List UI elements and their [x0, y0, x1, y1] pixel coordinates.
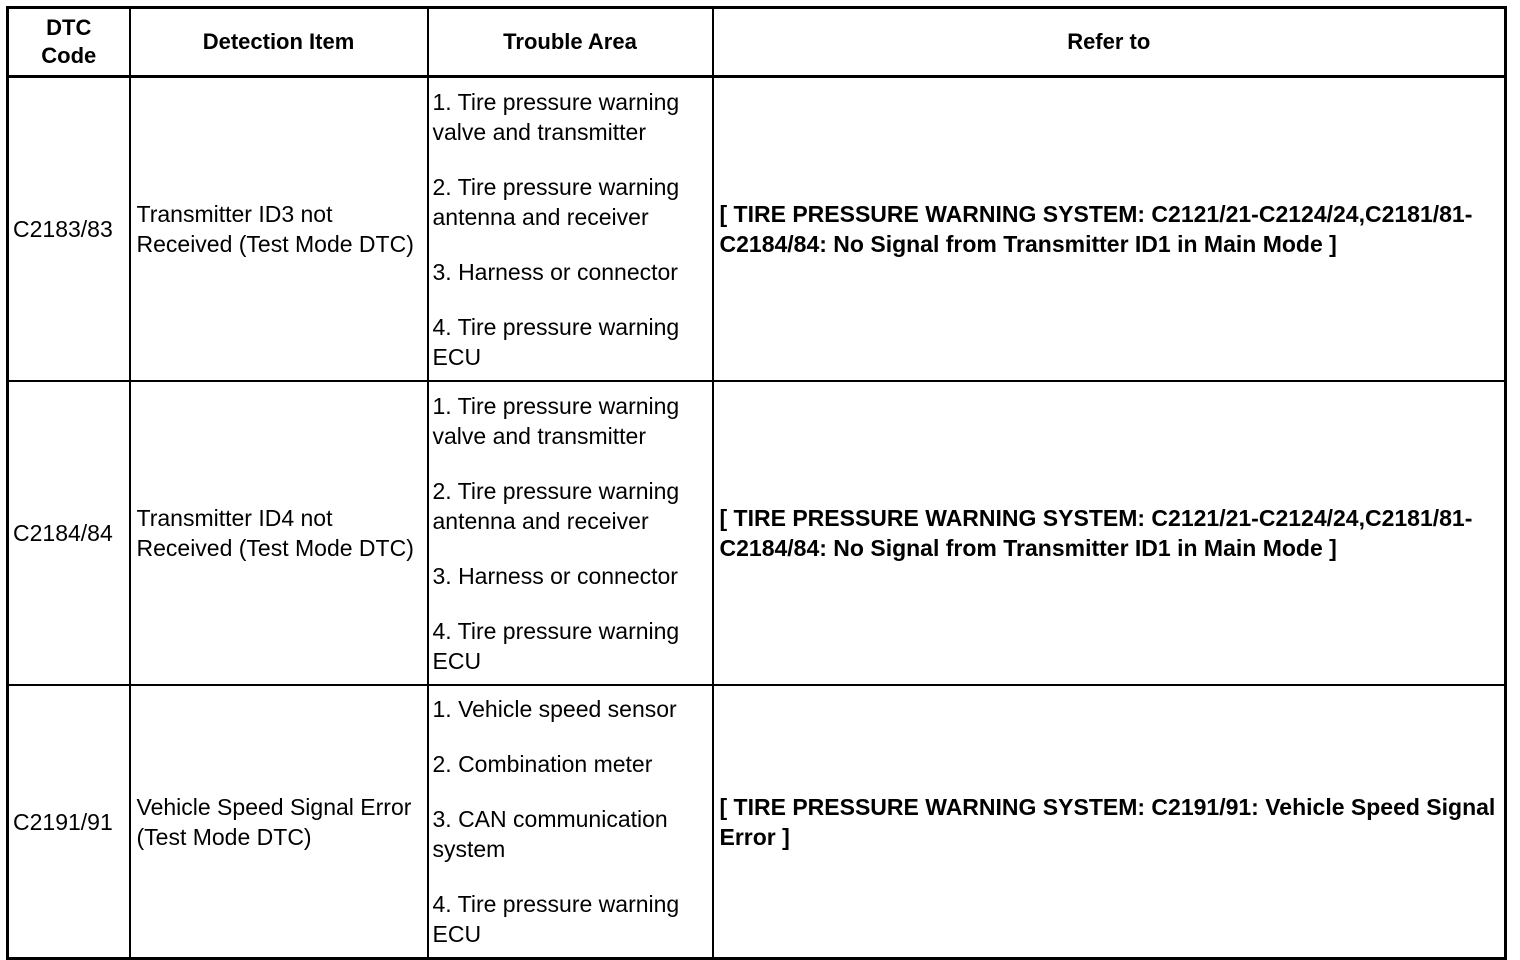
table-row — [8, 77, 1506, 382]
trouble-area-cell — [428, 685, 713, 959]
trouble-area-item: 4. Tire pressure warning ECU — [432, 617, 680, 674]
detection-item-cell: Transmitter ID4 not Received (Test Mode DTC) — [130, 381, 428, 685]
header-refer-to: Refer to — [713, 8, 1506, 77]
dtc-code-cell: C2183/83 — [8, 77, 130, 382]
header-detection-item: Detection Item — [130, 8, 428, 77]
trouble-area-cell — [428, 77, 713, 382]
table-header-row — [8, 8, 1506, 77]
dtc-table — [6, 6, 1507, 960]
trouble-area-item: 1. Tire pressure warning valve and transmitter — [432, 392, 680, 449]
dtc-code-cell: C2184/84 — [8, 381, 130, 685]
header-dtc-code-line2: Code — [41, 43, 97, 68]
trouble-area-item: 3. CAN communication system — [432, 806, 668, 862]
trouble-area-item: 2. Tire pressure warning antenna and receiver — [432, 477, 680, 534]
table-row — [8, 685, 1506, 959]
trouble-area-item: 2. Tire pressure warning antenna and receiver — [432, 173, 680, 230]
detection-item-cell: Vehicle Speed Signal Error (Test Mode DTC) — [130, 685, 428, 959]
trouble-area-item: 3. Harness or connector — [432, 258, 678, 285]
dtc-code-cell: C2191/91 — [8, 685, 130, 959]
trouble-area-item: 1. Vehicle speed sensor — [432, 696, 677, 722]
header-trouble-area: Trouble Area — [428, 8, 713, 77]
trouble-area-item: 4. Tire pressure warning ECU — [432, 891, 680, 947]
header-dtc-code-line1: DTC — [46, 15, 92, 40]
header-dtc-code — [8, 8, 130, 77]
refer-to-link[interactable]: [ TIRE PRESSURE WARNING SYSTEM: C2191/91: Vehicle Speed Signal Error ] — [713, 685, 1506, 959]
detection-item-cell: Transmitter ID3 not Received (Test Mode DTC) — [130, 77, 428, 382]
trouble-area-item: 4. Tire pressure warning ECU — [432, 313, 680, 370]
table-row — [8, 381, 1506, 685]
refer-to-link[interactable]: [ TIRE PRESSURE WARNING SYSTEM: C2121/21-C2124/24,C2181/81-C2184/84: No Signal from Transmitter ID1 in Main Mode ] — [713, 381, 1506, 685]
trouble-area-cell — [428, 381, 713, 685]
trouble-area-item: 1. Tire pressure warning valve and transmitter — [432, 88, 680, 145]
trouble-area-item: 3. Harness or connector — [432, 562, 678, 589]
trouble-area-item: 2. Combination meter — [432, 751, 653, 777]
refer-to-link[interactable]: [ TIRE PRESSURE WARNING SYSTEM: C2121/21-C2124/24,C2181/81-C2184/84: No Signal from Transmitter ID1 in Main Mode ] — [713, 77, 1506, 382]
